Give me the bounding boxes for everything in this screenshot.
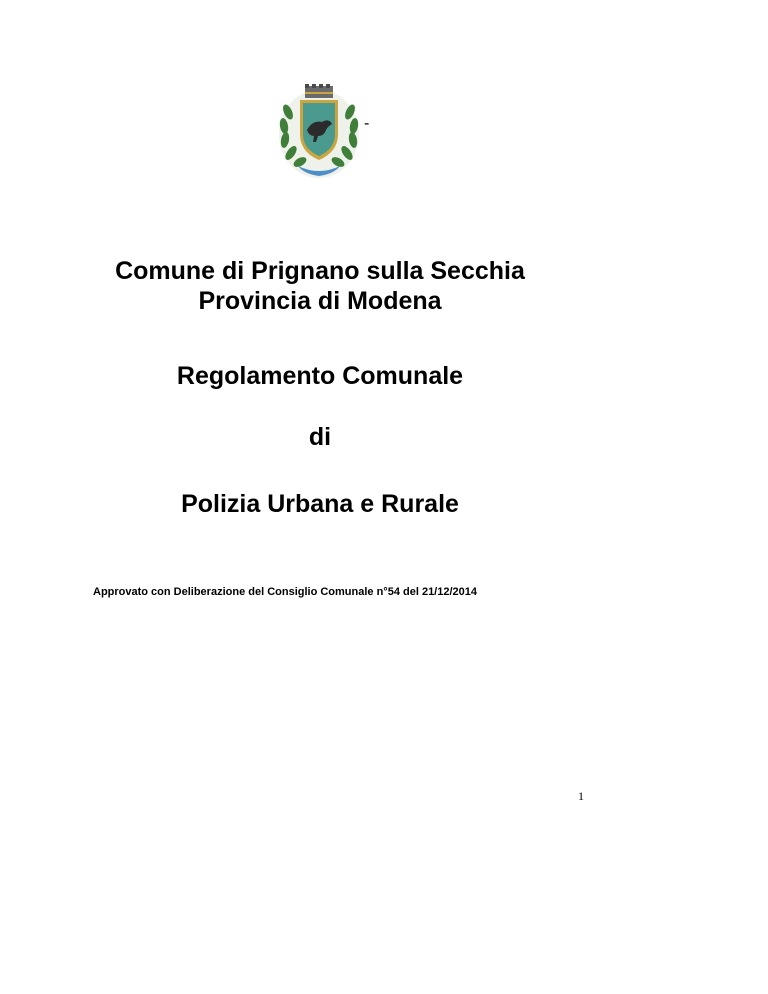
regulation-connector: di bbox=[308, 423, 332, 451]
regulation-title: Regolamento Comunale bbox=[176, 362, 464, 390]
header-dash: - bbox=[364, 115, 370, 132]
approval-note: Approvato con Deliberazione del Consiglio Comunale n°54 del 21/12/2014 bbox=[93, 586, 478, 598]
page-number: 1 bbox=[578, 789, 584, 803]
province-title: Provincia di Modena bbox=[198, 287, 442, 315]
coat-of-arms-icon bbox=[276, 82, 362, 180]
municipality-title: Comune di Prignano sulla Secchia bbox=[115, 257, 525, 285]
regulation-subject-title: Polizia Urbana e Rurale bbox=[181, 490, 459, 518]
